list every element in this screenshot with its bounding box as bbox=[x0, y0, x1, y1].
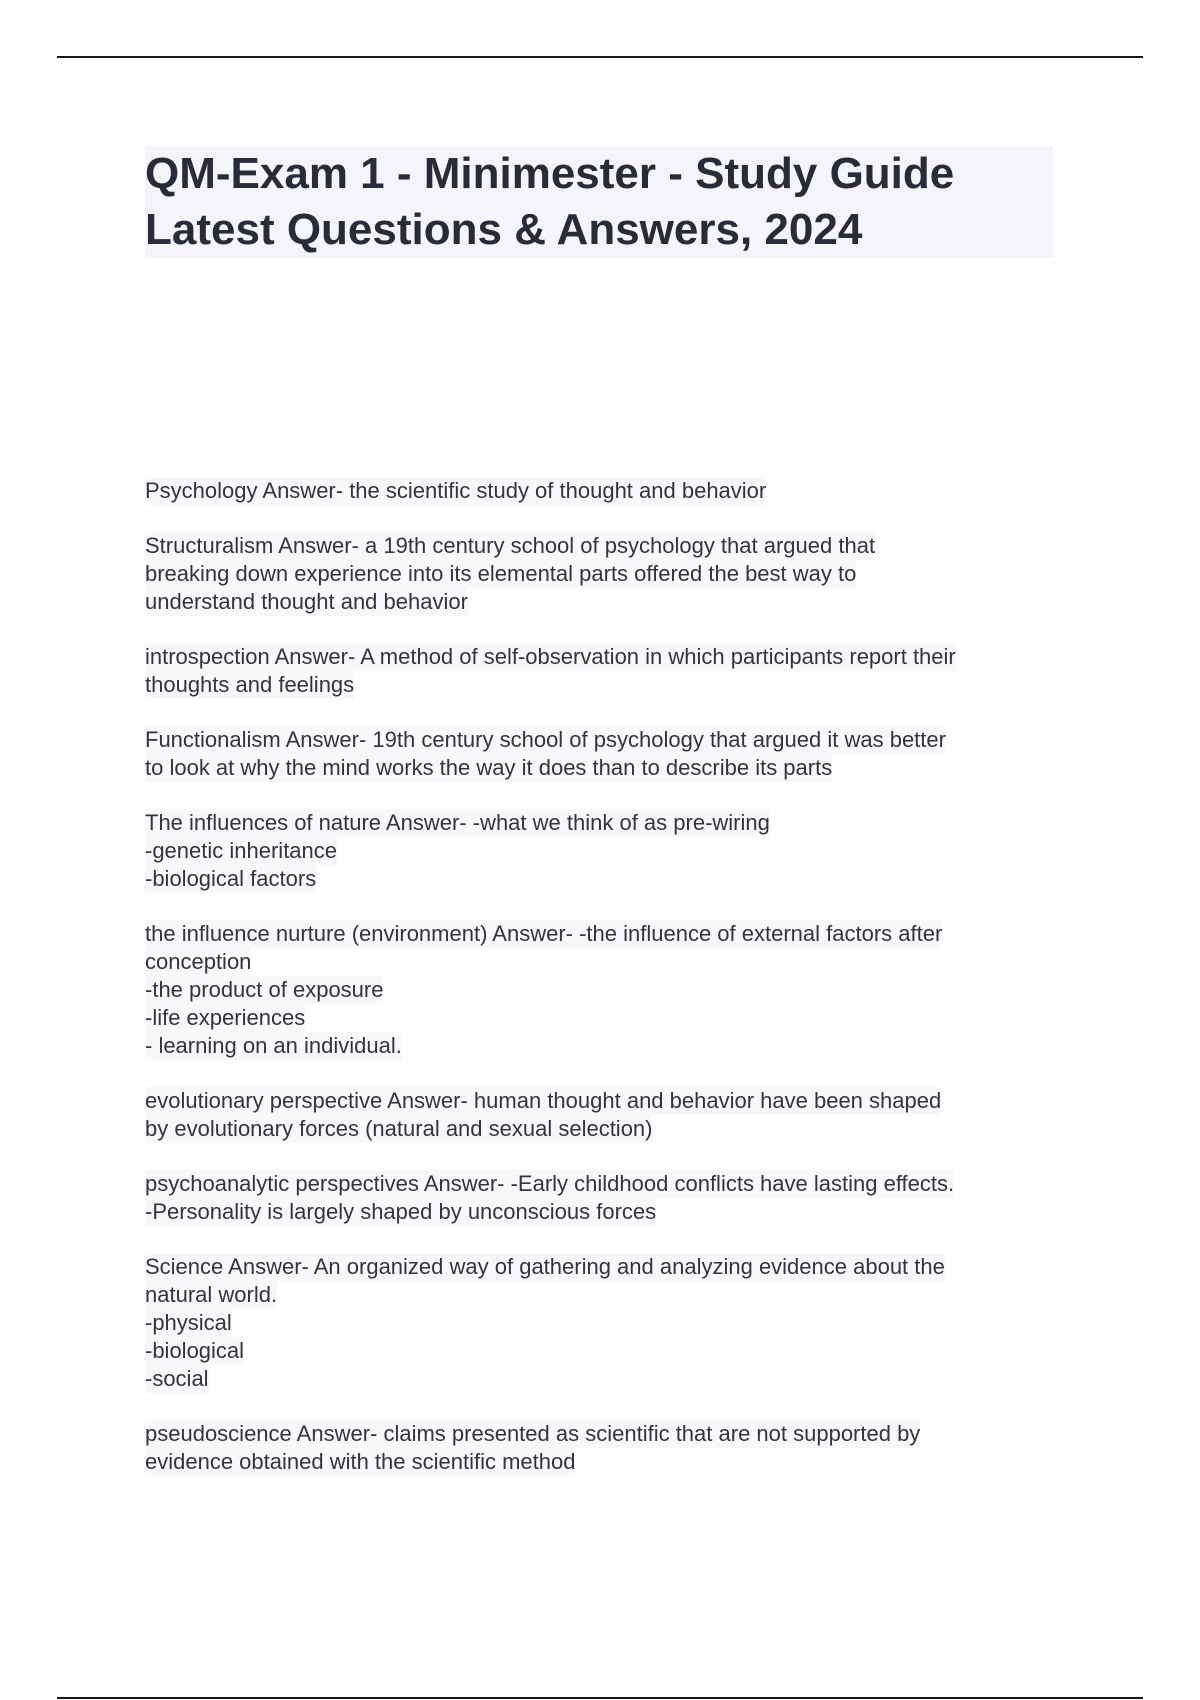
qa-question-line: Functionalism Answer- 19th century school of psychology that argued it was better bbox=[145, 727, 946, 752]
qa-item bbox=[145, 920, 1065, 1060]
qa-answer-line: to look at why the mind works the way it does than to describe its parts bbox=[145, 755, 833, 780]
top-rule bbox=[57, 56, 1143, 58]
qa-answer-line: -social bbox=[145, 1366, 209, 1391]
qa-answer-line: -life experiences bbox=[145, 1005, 306, 1030]
qa-list bbox=[145, 477, 1065, 1503]
qa-item bbox=[145, 726, 1065, 782]
qa-answer-line: - learning on an individual. bbox=[145, 1033, 402, 1058]
qa-answer-line: evidence obtained with the scientific method bbox=[145, 1449, 576, 1474]
qa-answer-line: understand thought and behavior bbox=[145, 589, 468, 614]
qa-answer-line: -biological factors bbox=[145, 866, 317, 891]
qa-item bbox=[145, 1087, 1065, 1143]
document-title bbox=[145, 146, 1053, 258]
qa-question-line: Psychology Answer- the scientific study of thought and behavior bbox=[145, 478, 767, 503]
qa-answer-line: -the product of exposure bbox=[145, 977, 384, 1002]
qa-item bbox=[145, 1253, 1065, 1393]
qa-answer-line: by evolutionary forces (natural and sexual selection) bbox=[145, 1116, 653, 1141]
qa-item bbox=[145, 1420, 1065, 1476]
qa-question-line: Structuralism Answer- a 19th century school of psychology that argued that bbox=[145, 533, 876, 558]
qa-question-line: the influence nurture (environment) Answer- -the influence of external factors after bbox=[145, 921, 943, 946]
qa-item bbox=[145, 643, 1065, 699]
qa-question-line: The influences of nature Answer- -what we think of as pre-wiring bbox=[145, 810, 770, 835]
qa-question-line: introspection Answer- A method of self-observation in which participants report their bbox=[145, 644, 956, 669]
qa-answer-line: -biological bbox=[145, 1338, 245, 1363]
qa-answer-line: -physical bbox=[145, 1310, 232, 1335]
qa-answer-line: thoughts and feelings bbox=[145, 672, 355, 697]
title-line-1: QM-Exam 1 - Minimester - Study Guide bbox=[145, 149, 955, 198]
qa-answer-line: -genetic inheritance bbox=[145, 838, 338, 863]
qa-item bbox=[145, 809, 1065, 893]
qa-question-line: psychoanalytic perspectives Answer- -Early childhood conflicts have lasting effects. bbox=[145, 1171, 955, 1196]
qa-question-line: Science Answer- An organized way of gathering and analyzing evidence about the bbox=[145, 1254, 945, 1279]
qa-item bbox=[145, 532, 1065, 616]
qa-answer-line: natural world. bbox=[145, 1282, 278, 1307]
title-line-2: Latest Questions & Answers, 2024 bbox=[145, 205, 863, 254]
qa-answer-line: -Personality is largely shaped by unconscious forces bbox=[145, 1199, 657, 1224]
qa-question-line: pseudoscience Answer- claims presented as scientific that are not supported by bbox=[145, 1421, 921, 1446]
qa-answer-line: conception bbox=[145, 949, 252, 974]
qa-item bbox=[145, 1170, 1065, 1226]
bottom-rule bbox=[57, 1697, 1143, 1699]
qa-answer-line: breaking down experience into its elemental parts offered the best way to bbox=[145, 561, 857, 586]
qa-question-line: evolutionary perspective Answer- human thought and behavior have been shaped bbox=[145, 1088, 942, 1113]
qa-item bbox=[145, 477, 1065, 505]
